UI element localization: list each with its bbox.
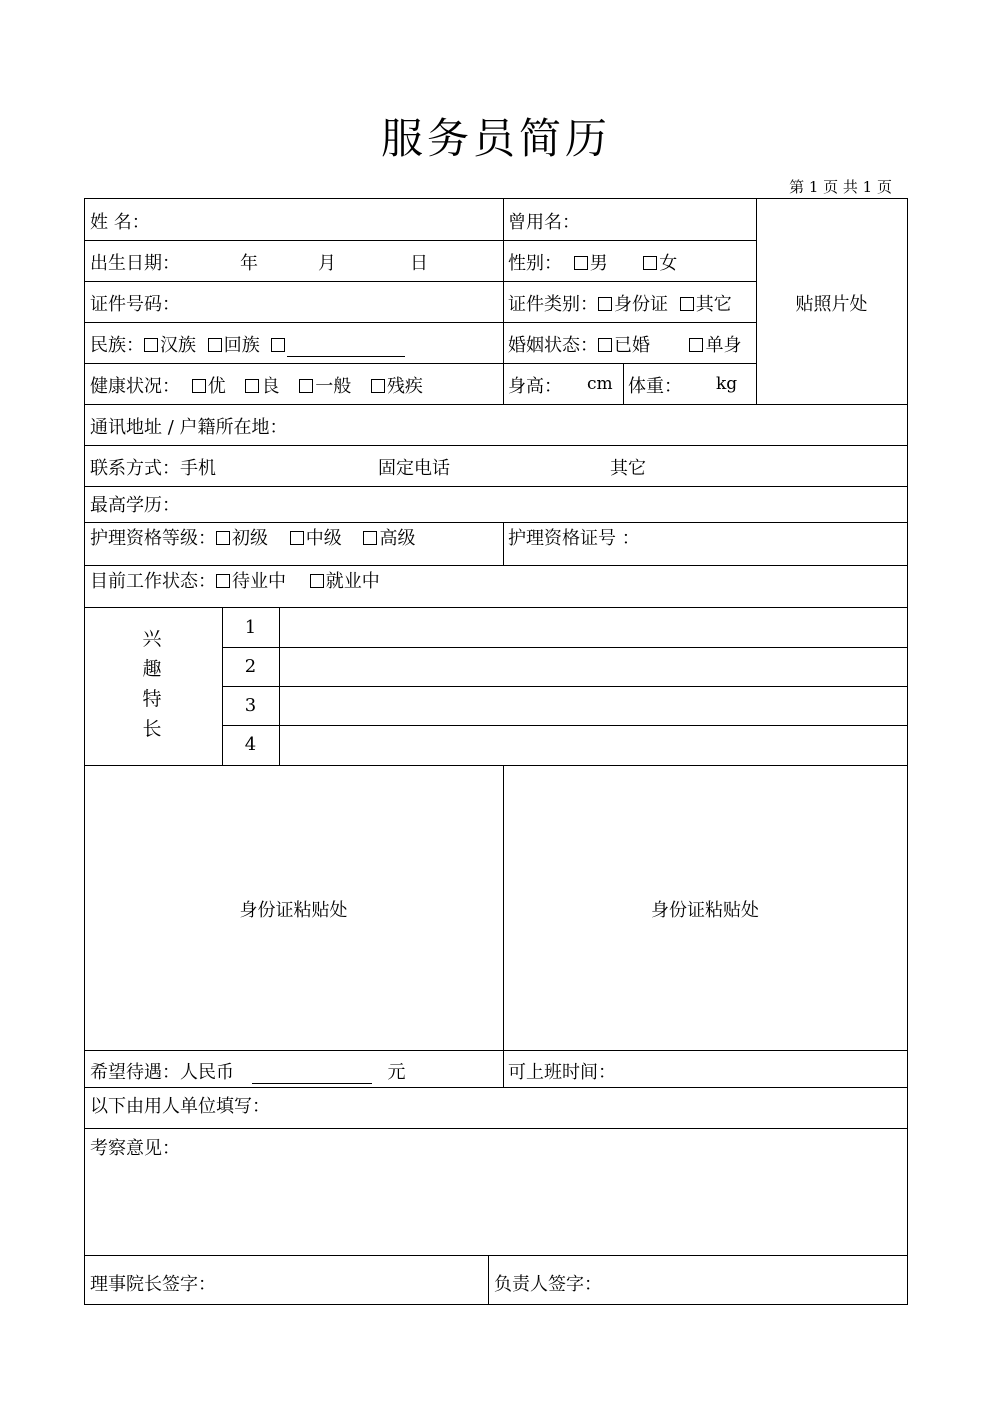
height-unit: cm	[587, 374, 613, 394]
employed-label: 就业中	[325, 571, 380, 592]
page-info: 第 1 页 共 1 页	[789, 178, 892, 196]
waiting-checkbox[interactable]	[216, 574, 230, 588]
contact-label: 联系方式：手机	[90, 458, 216, 479]
id-paste-left: 身份证粘贴处	[239, 900, 348, 921]
id-card-label: 身份证	[614, 294, 668, 315]
birth-day-label: 日	[410, 253, 428, 274]
senior-label: 高级	[379, 528, 416, 549]
start-time-label: 可上班时间：	[508, 1062, 616, 1083]
director-sign-label: 理事院长签字：	[90, 1274, 216, 1295]
excellent-checkbox[interactable]	[192, 379, 206, 393]
gender-row	[508, 249, 677, 275]
junior-checkbox[interactable]	[216, 531, 230, 545]
male-checkbox[interactable]	[574, 256, 588, 270]
single-checkbox[interactable]	[689, 338, 703, 352]
average-checkbox[interactable]	[299, 379, 313, 393]
salary-blank[interactable]	[252, 1065, 372, 1084]
name-label: 姓 名：	[90, 212, 150, 233]
disabled-label: 残疾	[386, 376, 423, 397]
height-label: 身高：	[508, 376, 562, 397]
ethnicity-row	[90, 331, 405, 357]
hobby-label: 兴 趣 特 长	[142, 628, 162, 740]
former-name-label: 曾用名：	[508, 212, 580, 233]
hui-checkbox[interactable]	[208, 338, 222, 352]
id-other-checkbox[interactable]	[680, 297, 694, 311]
excellent-label: 优	[207, 376, 226, 397]
work-status-label: 目前工作状态：	[90, 571, 216, 592]
education-label: 最高学历：	[90, 495, 180, 516]
id-paste-right: 身份证粘贴处	[651, 900, 759, 921]
married-label: 已婚	[614, 335, 650, 356]
ethnicity-label: 民族：	[90, 335, 144, 356]
hui-label: 回族	[223, 335, 260, 356]
disabled-checkbox[interactable]	[371, 379, 385, 393]
salary-row	[90, 1058, 405, 1084]
id-number-label: 证件号码：	[90, 294, 180, 315]
id-type-label: 证件类别：	[508, 294, 598, 315]
salary-label: 希望待遇：人民币	[90, 1062, 234, 1083]
junior-label: 初级	[232, 528, 268, 549]
photo-placeholder: 贴照片处	[795, 294, 868, 315]
yuan-label: 元	[387, 1062, 406, 1083]
single-label: 单身	[705, 335, 742, 356]
landline-label: 固定电话	[378, 458, 450, 479]
employer-fill-label: 以下由用人单位填写：	[90, 1096, 270, 1117]
good-label: 良	[261, 376, 280, 397]
intermediate-label: 中级	[305, 528, 342, 549]
birth-year-label: 年	[240, 253, 258, 274]
han-checkbox[interactable]	[144, 338, 158, 352]
average-label: 一般	[315, 376, 352, 397]
page-title: 服务员简历	[380, 114, 611, 163]
nursing-level-label: 护理资格等级：	[90, 528, 216, 549]
waiting-label: 待业中	[232, 571, 286, 592]
weight-label: 体重：	[628, 376, 682, 397]
nursing-cert-label: 护理资格证号 ：	[508, 528, 640, 549]
address-label: 通讯地址 / 户籍所在地：	[90, 417, 288, 438]
nursing-level-row	[90, 524, 415, 550]
hobby-row-3-number: 3	[244, 695, 257, 716]
female-label: 女	[659, 253, 678, 274]
health-label: 健康状况：	[90, 376, 180, 397]
other-ethnicity-blank[interactable]	[287, 338, 405, 357]
marital-label: 婚姻状态：	[508, 335, 598, 356]
hobby-row-4-number: 4	[244, 734, 257, 755]
gender-label: 性别：	[508, 253, 562, 274]
good-checkbox[interactable]	[245, 379, 259, 393]
contact-other-label: 其它	[610, 458, 646, 479]
manager-sign-label: 负责人签字：	[494, 1274, 602, 1295]
id-card-checkbox[interactable]	[598, 297, 612, 311]
employed-checkbox[interactable]	[310, 574, 324, 588]
health-row	[90, 372, 423, 398]
id-other-label: 其它	[695, 294, 732, 315]
id-type-row	[508, 290, 732, 316]
intermediate-checkbox[interactable]	[290, 531, 304, 545]
birth-label: 出生日期：	[90, 253, 180, 274]
male-label: 男	[589, 253, 608, 274]
han-label: 汉族	[160, 335, 196, 356]
hobby-row-1-number: 1	[244, 617, 257, 638]
marital-row	[508, 331, 741, 357]
other-ethnicity-checkbox[interactable]	[271, 338, 285, 352]
birth-month-label: 月	[318, 253, 336, 274]
work-status-row	[90, 567, 380, 593]
female-checkbox[interactable]	[643, 256, 657, 270]
senior-checkbox[interactable]	[363, 531, 377, 545]
evaluation-label: 考察意见：	[90, 1138, 180, 1159]
hobby-row-2-number: 2	[244, 656, 257, 677]
weight-unit: kg	[716, 374, 738, 394]
married-checkbox[interactable]	[598, 338, 612, 352]
